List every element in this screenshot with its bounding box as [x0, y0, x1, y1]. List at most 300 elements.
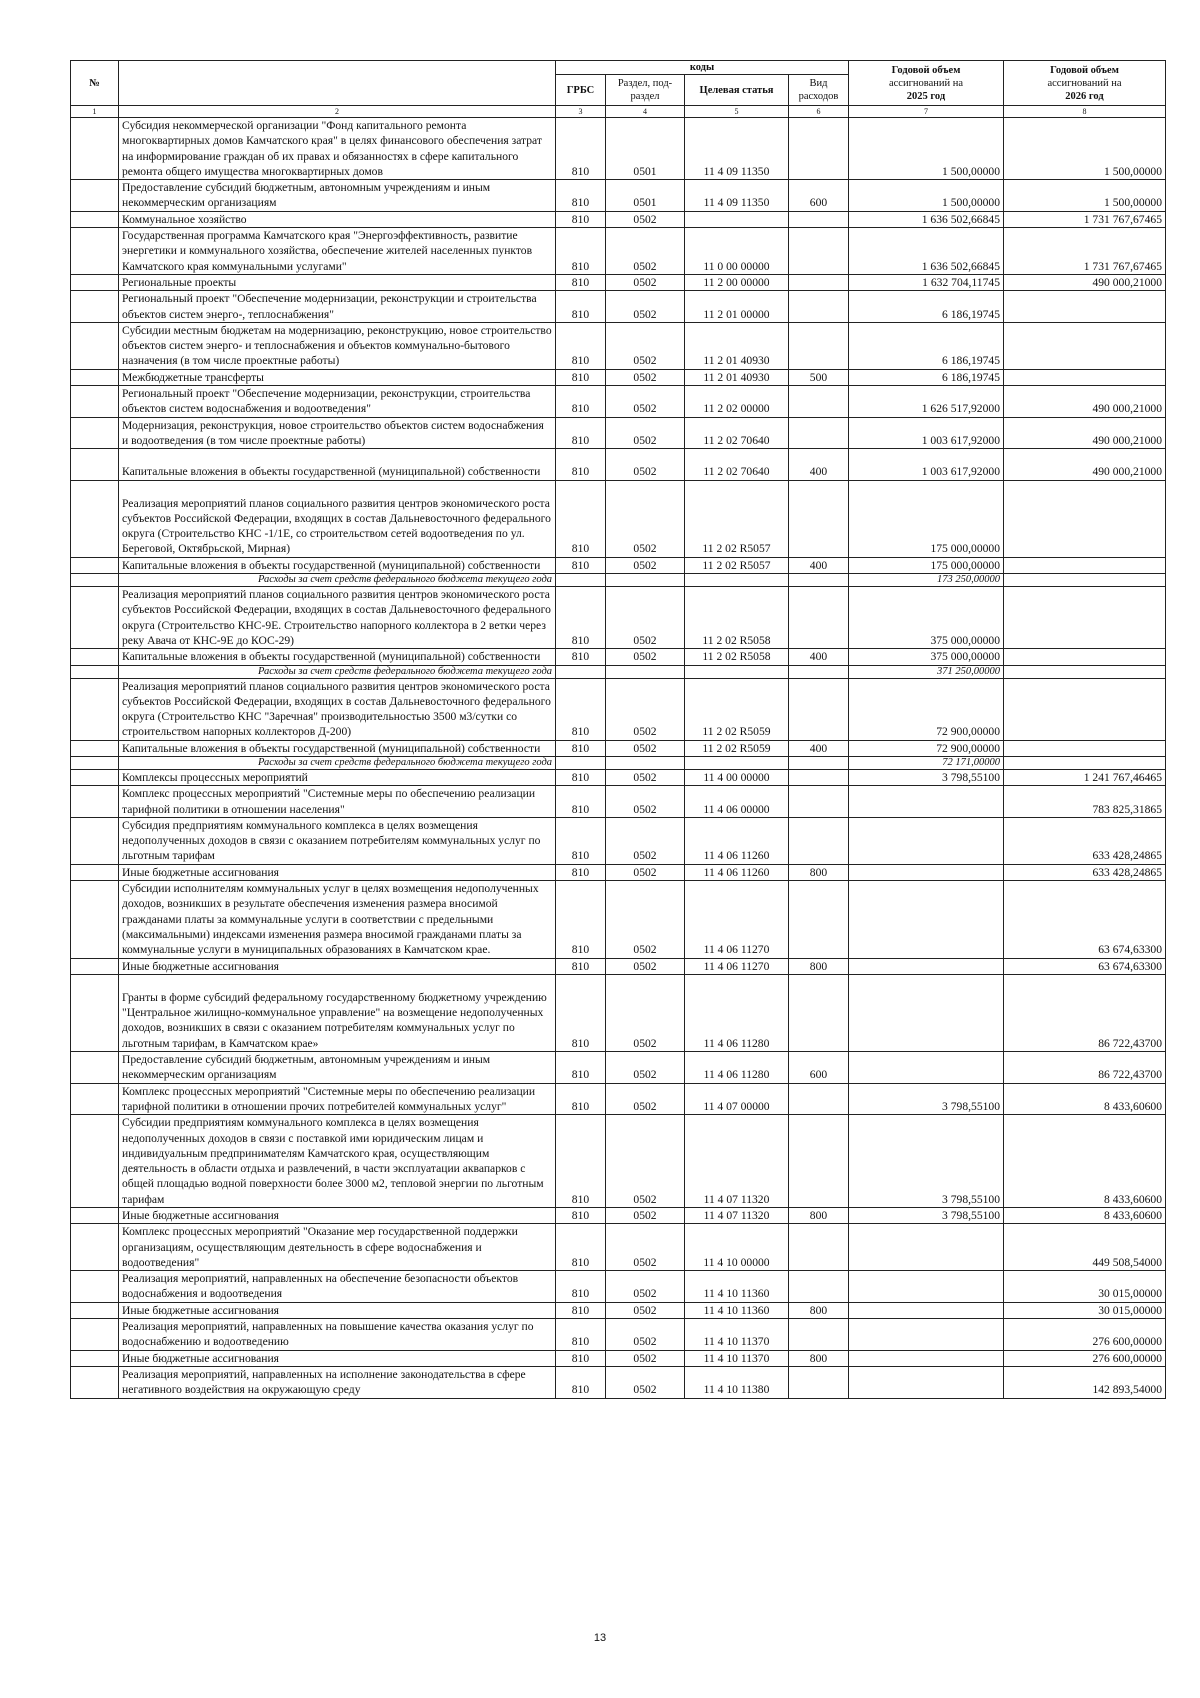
col-number: 3 — [556, 106, 606, 118]
table-row — [71, 974, 1166, 1051]
row-2026-amount: 63 674,63300 — [1004, 881, 1166, 958]
row-target: 11 4 06 11280 — [685, 974, 789, 1051]
row-2026-amount: 783 825,31865 — [1004, 786, 1166, 818]
row-vid — [789, 756, 849, 769]
row-number — [71, 1350, 119, 1366]
row-number — [71, 557, 119, 573]
row-vid — [789, 1366, 849, 1398]
row-name: Предоставление субсидий бюджетным, автономным учреждениям и иным некоммерческим организациям — [119, 180, 556, 212]
table-row — [71, 958, 1166, 974]
table-row — [71, 1115, 1166, 1208]
federal-budget-row — [71, 574, 1166, 587]
row-razdel: 0502 — [606, 1083, 685, 1115]
row-name: Гранты в форме субсидий федеральному государственному бюджетному учреждению "Центральное жилищно-коммунальное управление" на возмещение недополученных доходов, возникших в связи с оказанием потребителям коммунальных услуг по льготным тарифам, в Камчатском крае» — [119, 974, 556, 1051]
row-target: 11 4 10 11360 — [685, 1271, 789, 1303]
row-number — [71, 678, 119, 740]
row-grbs: 810 — [556, 274, 606, 290]
row-target: 11 2 02 00000 — [685, 386, 789, 418]
page-number: 13 — [593, 1632, 607, 1644]
row-grbs: 810 — [556, 211, 606, 227]
row-vid — [789, 118, 849, 180]
row-number — [71, 211, 119, 227]
row-2026-amount: 63 674,63300 — [1004, 958, 1166, 974]
row-name: Реализация мероприятий, направленных на обеспечение безопасности объектов водоснабжения и водоотведения — [119, 1271, 556, 1303]
row-2026-amount: 8 433,60600 — [1004, 1208, 1166, 1224]
row-name: Реализация мероприятий планов социального развития центров экономического роста субъектов Российской Федерации, входящих в состав Дальневосточного федерального округа (Строительство КНС "Заречная" производительностью 3500 м3/сутки со строительством напорных коллекторов Д-200) — [119, 678, 556, 740]
row-name: Комплекс процессных мероприятий "Системные меры по обеспечению реализации тарифной политики в отношении населения" — [119, 786, 556, 818]
table-row — [71, 557, 1166, 573]
row-name: Иные бюджетные ассигнования — [119, 1350, 556, 1366]
row-name: Капитальные вложения в объекты государственной (муниципальной) собственности — [119, 557, 556, 573]
row-grbs: 810 — [556, 958, 606, 974]
federal-budget-row — [71, 756, 1166, 769]
row-2025-amount: 371 250,00000 — [849, 665, 1004, 678]
header-grbs: ГРБС — [556, 75, 606, 106]
row-grbs: 810 — [556, 1115, 606, 1208]
column-number-row — [71, 106, 1166, 118]
row-razdel: 0502 — [606, 740, 685, 756]
row-razdel: 0502 — [606, 291, 685, 323]
row-vid — [789, 211, 849, 227]
row-vid — [789, 386, 849, 418]
row-2026-amount: 1 500,00000 — [1004, 180, 1166, 212]
row-2025-amount: 1 636 502,66845 — [849, 211, 1004, 227]
row-vid: 600 — [789, 180, 849, 212]
row-target: 11 4 06 00000 — [685, 786, 789, 818]
row-target: 11 0 00 00000 — [685, 228, 789, 275]
row-2026-amount: 449 508,54000 — [1004, 1224, 1166, 1271]
row-number — [71, 386, 119, 418]
row-name: Реализация мероприятий, направленных на исполнение законодательства в сфере негативного воздействия на окружающую среду — [119, 1366, 556, 1398]
row-vid — [789, 1319, 849, 1351]
row-2026-amount: 1 500,00000 — [1004, 118, 1166, 180]
row-2025-amount: 6 186,19745 — [849, 322, 1004, 369]
row-grbs: 810 — [556, 180, 606, 212]
row-grbs: 810 — [556, 417, 606, 449]
row-name: Региональный проект "Обеспечение модернизации, реконструкции, строительства объектов систем водоснабжения и водоотведения" — [119, 386, 556, 418]
row-grbs: 810 — [556, 817, 606, 864]
table-row — [71, 1208, 1166, 1224]
row-2025-amount: 173 250,00000 — [849, 574, 1004, 587]
row-vid: 400 — [789, 649, 849, 665]
row-2025-amount: 1 636 502,66845 — [849, 228, 1004, 275]
col-number: 2 — [119, 106, 556, 118]
row-2025-amount — [849, 881, 1004, 958]
row-number — [71, 769, 119, 785]
row-grbs — [556, 665, 606, 678]
row-name: Иные бюджетные ассигнования — [119, 1208, 556, 1224]
row-name: Предоставление субсидий бюджетным, автономным учреждениям и иным некоммерческим организациям — [119, 1052, 556, 1084]
row-2025-amount: 3 798,55100 — [849, 1115, 1004, 1208]
row-number — [71, 180, 119, 212]
row-name: Региональные проекты — [119, 274, 556, 290]
col-number: 6 — [789, 106, 849, 118]
row-target: 11 4 06 11280 — [685, 1052, 789, 1084]
row-2025-amount: 6 186,19745 — [849, 291, 1004, 323]
row-razdel: 0502 — [606, 817, 685, 864]
row-2025-amount — [849, 1319, 1004, 1351]
row-razdel: 0502 — [606, 211, 685, 227]
row-number — [71, 574, 119, 587]
row-number — [71, 1319, 119, 1351]
row-target: 11 2 01 00000 — [685, 291, 789, 323]
row-target: 11 4 06 11260 — [685, 817, 789, 864]
col-number: 8 — [1004, 106, 1166, 118]
header-2025: Годовой объем ассигнований на 2025 год — [849, 61, 1004, 106]
row-2025-amount — [849, 1271, 1004, 1303]
table-row — [71, 881, 1166, 958]
row-vid — [789, 574, 849, 587]
table-row — [71, 228, 1166, 275]
table-row — [71, 649, 1166, 665]
row-razdel: 0502 — [606, 228, 685, 275]
row-2026-amount — [1004, 587, 1166, 649]
row-grbs: 810 — [556, 1366, 606, 1398]
row-target: 11 4 00 00000 — [685, 769, 789, 785]
row-2025-amount: 1 626 517,92000 — [849, 386, 1004, 418]
row-grbs: 810 — [556, 587, 606, 649]
row-target — [685, 211, 789, 227]
row-2026-amount: 142 893,54000 — [1004, 1366, 1166, 1398]
row-vid — [789, 786, 849, 818]
row-2026-amount — [1004, 369, 1166, 385]
table-row — [71, 180, 1166, 212]
row-grbs: 810 — [556, 480, 606, 557]
row-2026-amount: 86 722,43700 — [1004, 974, 1166, 1051]
row-number — [71, 665, 119, 678]
row-grbs: 810 — [556, 740, 606, 756]
row-target: 11 4 09 11350 — [685, 180, 789, 212]
row-number — [71, 1115, 119, 1208]
table-row — [71, 417, 1166, 449]
row-grbs: 810 — [556, 864, 606, 880]
header-2026: Годовой объем ассигнований на 2026 год — [1004, 61, 1166, 106]
col-number: 4 — [606, 106, 685, 118]
row-number — [71, 786, 119, 818]
row-razdel: 0502 — [606, 864, 685, 880]
row-razdel: 0502 — [606, 1115, 685, 1208]
row-razdel: 0501 — [606, 118, 685, 180]
table-row — [71, 1366, 1166, 1398]
row-2025-amount: 175 000,00000 — [849, 480, 1004, 557]
row-2026-amount — [1004, 740, 1166, 756]
row-razdel: 0502 — [606, 1052, 685, 1084]
row-number — [71, 1271, 119, 1303]
row-target: 11 2 02 R5058 — [685, 587, 789, 649]
row-2026-amount — [1004, 291, 1166, 323]
row-vid — [789, 1115, 849, 1208]
row-razdel: 0502 — [606, 386, 685, 418]
header-vid: Вид расходов — [789, 75, 849, 106]
row-2026-amount: 1 731 767,67465 — [1004, 211, 1166, 227]
row-target: 11 2 02 R5057 — [685, 557, 789, 573]
row-2026-amount: 8 433,60600 — [1004, 1083, 1166, 1115]
row-name: Межбюджетные трансферты — [119, 369, 556, 385]
row-name: Государственная программа Камчатского края "Энергоэффективность, развитие энергетики и коммунального хозяйства, обеспечение жителей населенных пунктов Камчатского края коммунальными услугами" — [119, 228, 556, 275]
row-vid: 400 — [789, 740, 849, 756]
row-2026-amount: 276 600,00000 — [1004, 1350, 1166, 1366]
table-row — [71, 1224, 1166, 1271]
row-razdel: 0502 — [606, 417, 685, 449]
row-name: Модернизация, реконструкция, новое строительство объектов систем водоснабжения и водоотведения (в том числе проектные работы) — [119, 417, 556, 449]
row-razdel: 0502 — [606, 1319, 685, 1351]
row-2025-amount: 1 003 617,92000 — [849, 449, 1004, 480]
row-vid — [789, 274, 849, 290]
table-row — [71, 480, 1166, 557]
row-vid — [789, 881, 849, 958]
row-vid: 800 — [789, 958, 849, 974]
row-target: 11 2 02 R5058 — [685, 649, 789, 665]
row-target: 11 4 10 11380 — [685, 1366, 789, 1398]
row-target: 11 2 02 70640 — [685, 449, 789, 480]
row-razdel: 0502 — [606, 1208, 685, 1224]
row-2026-amount: 490 000,21000 — [1004, 449, 1166, 480]
row-2026-amount: 276 600,00000 — [1004, 1319, 1166, 1351]
table-row — [71, 1052, 1166, 1084]
row-razdel: 0502 — [606, 1350, 685, 1366]
row-target: 11 2 02 70640 — [685, 417, 789, 449]
row-2026-amount: 1 241 767,46465 — [1004, 769, 1166, 785]
row-vid — [789, 322, 849, 369]
row-2025-amount: 1 632 704,11745 — [849, 274, 1004, 290]
row-target — [685, 665, 789, 678]
row-2025-amount: 72 171,00000 — [849, 756, 1004, 769]
row-number — [71, 587, 119, 649]
row-vid — [789, 480, 849, 557]
row-number — [71, 864, 119, 880]
row-target — [685, 574, 789, 587]
row-vid — [789, 291, 849, 323]
row-number — [71, 291, 119, 323]
row-name: Иные бюджетные ассигнования — [119, 864, 556, 880]
row-2025-amount — [849, 786, 1004, 818]
row-name: Субсидия предприятиям коммунального комплекса в целях возмещения недополученных доходов в связи с оказанием потребителям коммунальных услуг по льготным тарифам — [119, 817, 556, 864]
budget-table — [70, 60, 1166, 1399]
row-number — [71, 118, 119, 180]
row-razdel: 0502 — [606, 1271, 685, 1303]
row-name: Расходы за счет средств федерального бюджета текущего года — [119, 574, 556, 587]
row-2025-amount — [849, 864, 1004, 880]
table-row — [71, 369, 1166, 385]
row-grbs: 810 — [556, 1319, 606, 1351]
row-name: Капитальные вложения в объекты государственной (муниципальной) собственности — [119, 740, 556, 756]
row-grbs: 810 — [556, 118, 606, 180]
row-grbs: 810 — [556, 1083, 606, 1115]
row-name: Расходы за счет средств федерального бюджета текущего года — [119, 665, 556, 678]
row-razdel: 0502 — [606, 678, 685, 740]
row-grbs: 810 — [556, 291, 606, 323]
row-2026-amount: 633 428,24865 — [1004, 817, 1166, 864]
table-row — [71, 449, 1166, 480]
row-number — [71, 1366, 119, 1398]
row-name: Субсидии исполнителям коммунальных услуг в целях возмещения недополученных доходов, возникших в результате обеспечения изменения размера вносимой гражданами платы за коммунальные услуги в соответствии с предельными (максимальными) индексами изменения размера вносимой гражданами платы за коммунальные услуги в муниципальных образованиях в Камчатском крае. — [119, 881, 556, 958]
row-vid — [789, 1083, 849, 1115]
row-number — [71, 1052, 119, 1084]
row-razdel: 0502 — [606, 769, 685, 785]
row-2025-amount: 6 186,19745 — [849, 369, 1004, 385]
row-number — [71, 649, 119, 665]
table-row — [71, 211, 1166, 227]
row-razdel: 0502 — [606, 1224, 685, 1271]
row-target: 11 4 06 11260 — [685, 864, 789, 880]
row-vid — [789, 417, 849, 449]
row-number — [71, 322, 119, 369]
federal-budget-row — [71, 665, 1166, 678]
row-vid — [789, 817, 849, 864]
row-name: Расходы за счет средств федерального бюджета текущего года — [119, 756, 556, 769]
row-grbs: 810 — [556, 369, 606, 385]
row-razdel: 0502 — [606, 1302, 685, 1318]
row-grbs — [556, 756, 606, 769]
row-razdel: 0502 — [606, 449, 685, 480]
row-name: Капитальные вложения в объекты государственной (муниципальной) собственности — [119, 449, 556, 480]
row-name: Региональный проект "Обеспечение модернизации, реконструкции и строительства объектов систем энерго-, теплоснабжения" — [119, 291, 556, 323]
row-2025-amount: 1 500,00000 — [849, 118, 1004, 180]
table-row — [71, 587, 1166, 649]
row-razdel: 0502 — [606, 480, 685, 557]
row-vid: 600 — [789, 1052, 849, 1084]
table-row — [71, 817, 1166, 864]
row-vid — [789, 1271, 849, 1303]
row-target: 11 4 07 11320 — [685, 1208, 789, 1224]
row-vid: 400 — [789, 557, 849, 573]
row-2025-amount — [849, 817, 1004, 864]
row-2026-amount: 8 433,60600 — [1004, 1115, 1166, 1208]
row-number — [71, 369, 119, 385]
row-razdel: 0502 — [606, 557, 685, 573]
row-number — [71, 958, 119, 974]
table-row — [71, 769, 1166, 785]
row-razdel: 0502 — [606, 274, 685, 290]
row-grbs: 810 — [556, 974, 606, 1051]
row-vid: 500 — [789, 369, 849, 385]
row-name: Реализация мероприятий, направленных на повышение качества оказания услуг по водоснабжению и водоотведению — [119, 1319, 556, 1351]
row-name: Коммунальное хозяйство — [119, 211, 556, 227]
table-row — [71, 1350, 1166, 1366]
row-vid — [789, 769, 849, 785]
row-number — [71, 1083, 119, 1115]
header-num: № — [71, 61, 119, 106]
row-name: Капитальные вложения в объекты государственной (муниципальной) собственности — [119, 649, 556, 665]
row-vid: 800 — [789, 864, 849, 880]
row-grbs: 810 — [556, 881, 606, 958]
row-2025-amount — [849, 1052, 1004, 1084]
row-number — [71, 449, 119, 480]
col-number: 5 — [685, 106, 789, 118]
row-2026-amount: 30 015,00000 — [1004, 1302, 1166, 1318]
row-2026-amount: 490 000,21000 — [1004, 417, 1166, 449]
row-2026-amount: 633 428,24865 — [1004, 864, 1166, 880]
row-2026-amount: 30 015,00000 — [1004, 1271, 1166, 1303]
row-razdel: 0502 — [606, 322, 685, 369]
row-number — [71, 1208, 119, 1224]
row-name: Реализация мероприятий планов социального развития центров экономического роста субъектов Российской Федерации, входящих в состав Дальневосточного федерального округа (Строительство КНС -1/1Е, со строительством сетей водоотведения по ул. Береговой, Октябрьской, Мирная) — [119, 480, 556, 557]
row-2026-amount: 1 731 767,67465 — [1004, 228, 1166, 275]
row-number — [71, 817, 119, 864]
row-target: 11 2 01 40930 — [685, 322, 789, 369]
row-target: 11 2 01 40930 — [685, 369, 789, 385]
row-name: Иные бюджетные ассигнования — [119, 1302, 556, 1318]
row-2026-amount: 86 722,43700 — [1004, 1052, 1166, 1084]
row-name: Комплексы процессных мероприятий — [119, 769, 556, 785]
row-2026-amount — [1004, 322, 1166, 369]
row-2025-amount: 72 900,00000 — [849, 740, 1004, 756]
table-row — [71, 386, 1166, 418]
row-grbs: 810 — [556, 1350, 606, 1366]
row-2025-amount — [849, 1366, 1004, 1398]
row-target: 11 4 10 11370 — [685, 1319, 789, 1351]
col-number: 1 — [71, 106, 119, 118]
row-razdel: 0502 — [606, 1366, 685, 1398]
row-2026-amount — [1004, 480, 1166, 557]
row-grbs: 810 — [556, 1224, 606, 1271]
row-name: Субсидии предприятиям коммунального комплекса в целях возмещения недополученных доходов в связи с поставкой ими юридическим лицам и индивидуальным предпринимателям Камчатского края, осуществляющим деятельность в области отдыха и развлечений, в части эксплуатации аквапарков с общей площадью водной поверхности более 3000 м2, тепловой энергии по льготным тарифам — [119, 1115, 556, 1208]
table-row — [71, 678, 1166, 740]
row-grbs: 810 — [556, 1271, 606, 1303]
row-target — [685, 756, 789, 769]
row-vid — [789, 678, 849, 740]
row-grbs: 810 — [556, 449, 606, 480]
row-vid — [789, 665, 849, 678]
row-2025-amount: 3 798,55100 — [849, 769, 1004, 785]
row-vid — [789, 228, 849, 275]
row-number — [71, 417, 119, 449]
row-2025-amount: 375 000,00000 — [849, 587, 1004, 649]
row-2026-amount — [1004, 649, 1166, 665]
header-razdel: Раздел, под- раздел — [606, 75, 685, 106]
row-number — [71, 1302, 119, 1318]
row-razdel — [606, 756, 685, 769]
row-grbs: 810 — [556, 769, 606, 785]
row-razdel — [606, 574, 685, 587]
header-name — [119, 61, 556, 106]
row-razdel: 0502 — [606, 649, 685, 665]
row-razdel: 0502 — [606, 587, 685, 649]
row-2025-amount: 375 000,00000 — [849, 649, 1004, 665]
table-row — [71, 864, 1166, 880]
row-2025-amount: 1 500,00000 — [849, 180, 1004, 212]
row-razdel: 0502 — [606, 958, 685, 974]
table-row — [71, 322, 1166, 369]
table-row — [71, 1083, 1166, 1115]
row-target: 11 4 10 11370 — [685, 1350, 789, 1366]
row-number — [71, 228, 119, 275]
row-vid: 800 — [789, 1302, 849, 1318]
row-number — [71, 974, 119, 1051]
row-name: Комплекс процессных мероприятий "Оказание мер государственной поддержки организациям, осуществляющим деятельность в сфере водоснабжения и водоотведения" — [119, 1224, 556, 1271]
row-name: Субсидия некоммерческой организации "Фонд капитального ремонта многоквартирных домов Камчатского края" в целях финансового обеспечения затрат на информирование граждан об их правах и обязанностях в сфере капитального ремонта общего имущества многоквартирных домов — [119, 118, 556, 180]
row-grbs: 810 — [556, 1302, 606, 1318]
row-2026-amount — [1004, 574, 1166, 587]
row-grbs: 810 — [556, 386, 606, 418]
row-vid — [789, 1224, 849, 1271]
row-2025-amount — [849, 1302, 1004, 1318]
row-2026-amount: 490 000,21000 — [1004, 274, 1166, 290]
row-2025-amount — [849, 974, 1004, 1051]
row-target: 11 2 00 00000 — [685, 274, 789, 290]
row-grbs: 810 — [556, 228, 606, 275]
row-target: 11 2 02 R5057 — [685, 480, 789, 557]
table-row — [71, 786, 1166, 818]
table-row — [71, 274, 1166, 290]
header-target: Целевая статья — [685, 75, 789, 106]
table-row — [71, 1319, 1166, 1351]
row-target: 11 4 06 11270 — [685, 881, 789, 958]
row-target: 11 4 10 00000 — [685, 1224, 789, 1271]
row-grbs: 810 — [556, 649, 606, 665]
row-target: 11 4 07 11320 — [685, 1115, 789, 1208]
row-2025-amount: 175 000,00000 — [849, 557, 1004, 573]
